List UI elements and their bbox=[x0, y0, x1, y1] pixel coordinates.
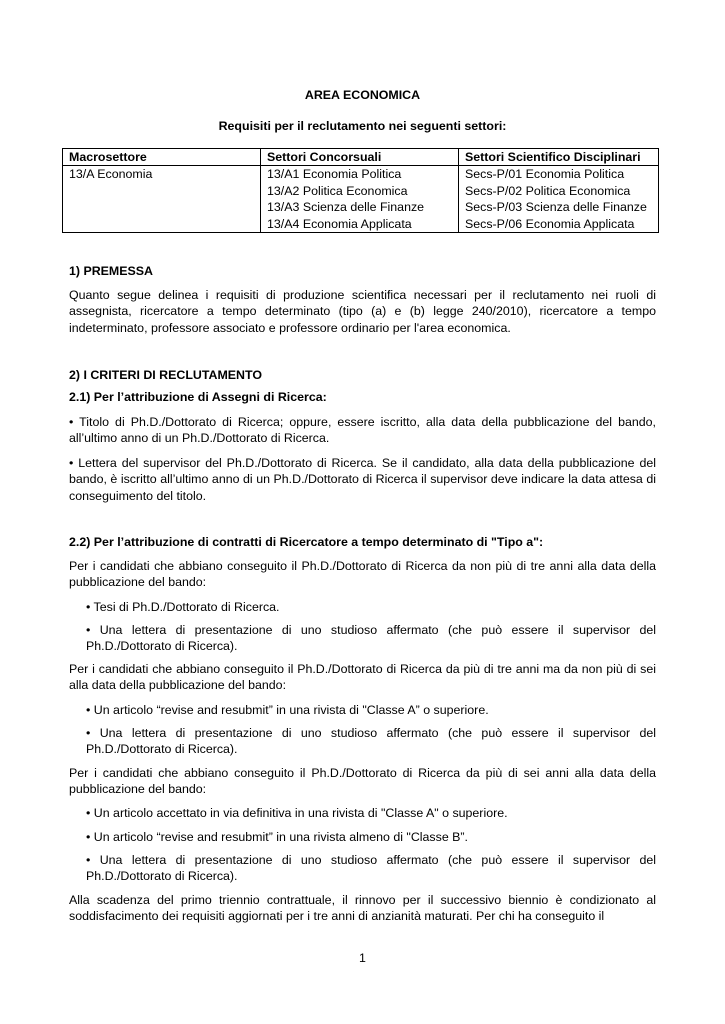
list-item: • Titolo di Ph.D./Dottorato di Ricerca; oppure, essere iscritto, alla data della pubblicazione del bando, all’ultimo anno di un Ph.D./Dottorato di Ricerca. bbox=[69, 415, 656, 446]
section-heading: 2) I CRITERI DI RECLUTAMENTO bbox=[69, 368, 262, 382]
cell-line: Secs-P/06 Economia Applicata bbox=[465, 216, 635, 231]
table-cell-disciplinari bbox=[459, 166, 659, 233]
cell-line: 13/A Economia bbox=[69, 167, 153, 182]
paragraph: Alla scadenza del primo triennio contrattuale, il rinnovo per il successivo biennio è condizionato al soddisfacimento dei requisiti aggiornati per i tre anni di anzianità maturati. Per chi ha conseguito il bbox=[69, 893, 656, 924]
table-cell-concorsuali bbox=[261, 166, 459, 233]
subsection-heading: 2.1) Per l’attribuzione di Assegni di Ricerca: bbox=[69, 390, 327, 404]
list-item: • Una lettera di presentazione di uno studioso affermato (che può essere il supervisor del Ph.D./Dottorato di Ricerca). bbox=[86, 853, 656, 884]
table-row bbox=[63, 166, 659, 233]
table-header-cell: Settori Scientifico Disciplinari bbox=[459, 149, 659, 166]
list-item: • Tesi di Ph.D./Dottorato di Ricerca. bbox=[86, 600, 280, 614]
table-header-cell: Settori Concorsuali bbox=[261, 149, 459, 166]
list-item: • Una lettera di presentazione di uno studioso affermato (che può essere il supervisor del Ph.D./Dottorato di Ricerca). bbox=[86, 623, 656, 654]
document-subtitle: Requisiti per il reclutamento nei seguenti settori: bbox=[218, 119, 507, 133]
cell-line: Secs-P/03 Scienza delle Finanze bbox=[465, 200, 647, 215]
paragraph: Per i candidati che abbiano conseguito il Ph.D./Dottorato di Ricerca da non più di tre anni alla data della pubblicazione del bando: bbox=[69, 559, 656, 590]
paragraph: Quanto segue delinea i requisiti di produzione scientifica necessari per il reclutamento nei ruoli di assegnista, ricercatore a tempo determinato (tipo (a) e (b) legge 240/2010), ricercatore a tempo indeterminato, professore associato e professore ordinario per l'area economica. bbox=[69, 288, 656, 335]
list-item: • Una lettera di presentazione di uno studioso affermato (che può essere il supervisor del Ph.D./Dottorato di Ricerca). bbox=[86, 726, 656, 757]
sectors-table bbox=[62, 148, 659, 233]
list-item: • Lettera del supervisor del Ph.D./Dottorato di Ricerca. Se il candidato, alla data della pubblicazione del bando, è iscritto all’ultimo anno di un Ph.D./Dottorato di Ricerca il supervisor deve indicare la data attesa di conseguimento del titolo. bbox=[69, 456, 656, 503]
table-cell-macrosettore bbox=[63, 166, 261, 233]
document-title: AREA ECONOMICA bbox=[304, 88, 421, 102]
list-item: • Un articolo “revise and resubmit” in una rivista almeno di "Classe B”. bbox=[86, 830, 468, 844]
table-header-row bbox=[63, 149, 659, 166]
paragraph: Per i candidati che abbiano conseguito il Ph.D./Dottorato di Ricerca da più di tre anni ma da non più di sei alla data della pubblicazione del bando: bbox=[69, 662, 656, 693]
table-header-cell: Macrosettore bbox=[63, 149, 261, 166]
list-item: • Un articolo “revise and resubmit” in una rivista di "Classe A” o superiore. bbox=[86, 703, 489, 717]
cell-line: 13/A2 Politica Economica bbox=[267, 183, 408, 198]
cell-line: Secs-P/01 Economia Politica bbox=[465, 167, 625, 182]
cell-line: 13/A3 Scienza delle Finanze bbox=[267, 200, 425, 215]
cell-line: 13/A4 Economia Applicata bbox=[267, 216, 412, 231]
list-item: • Un articolo accettato in via definitiva in una rivista di "Classe A" o superiore. bbox=[86, 806, 508, 820]
paragraph: Per i candidati che abbiano conseguito il Ph.D./Dottorato di Ricerca da più di sei anni alla data della pubblicazione del bando: bbox=[69, 766, 656, 797]
cell-line: 13/A1 Economia Politica bbox=[267, 167, 402, 182]
cell-line: Secs-P/02 Politica Economica bbox=[465, 183, 631, 198]
section-heading: 1) PREMESSA bbox=[69, 264, 153, 278]
page-number: 1 bbox=[359, 951, 366, 965]
subsection-heading: 2.2) Per l’attribuzione di contratti di Ricercatore a tempo determinato di "Tipo a": bbox=[69, 535, 544, 549]
